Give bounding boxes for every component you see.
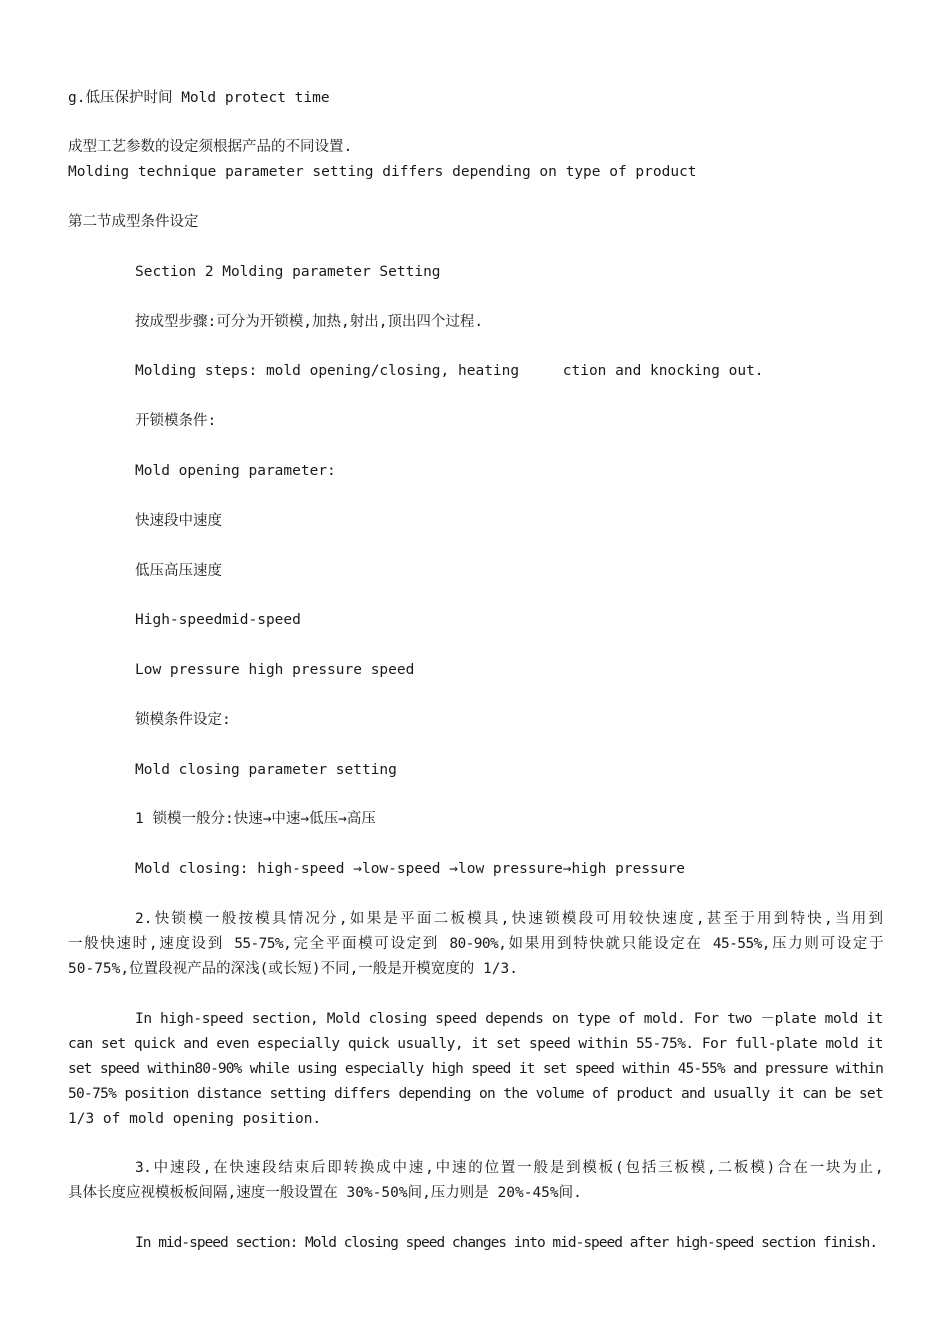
paragraph-line: can set quick and even especially quick usually, it set speed within 55-75%. For full-plate mold it bbox=[68, 1036, 883, 1052]
paragraph-line: 一般快速时,速度设到 55-75%,完全平面模可设定到 80-90%,如果用到特快就只能设定在 45-55%,压力则可设定于 bbox=[68, 936, 883, 952]
paragraph-mid-speed-cn bbox=[68, 1156, 883, 1206]
paragraph-line: 具体长度应视模板板间隔,速度一般设置在 30%-50%间,压力则是 20%-45%间. bbox=[68, 1185, 582, 1201]
speed-label-cn-2: 低压高压速度 bbox=[135, 563, 222, 579]
paragraph-line: 2.快锁模一般按模具情况分,如果是平面二板模具,快速锁模段可用较快速度,甚至于用到特快,当用到 bbox=[135, 911, 883, 927]
section-heading-en: Section 2 Molding parameter Setting bbox=[135, 264, 441, 280]
paragraph-line: set speed within80-90% while using especially high speed it set speed within 45-55% and pressure within bbox=[68, 1061, 883, 1077]
paragraph-high-speed-cn bbox=[68, 907, 883, 982]
paragraph-line: 50-75% position distance setting differs depending on the volume of product and usually it can be set bbox=[68, 1086, 883, 1102]
paragraph-line: 1/3 of mold opening position. bbox=[68, 1111, 322, 1127]
mold-opening-en: Mold opening parameter: bbox=[135, 463, 336, 479]
paragraph-line: 50-75%,位置段视产品的深浅(或长短)不同,一般是开模宽度的 1/3. bbox=[68, 961, 518, 977]
paragraph-mid-speed-en bbox=[68, 1231, 883, 1256]
line-mold-protect-time: g.低压保护时间 Mold protect time bbox=[68, 90, 330, 106]
mold-opening-cn: 开锁模条件: bbox=[135, 413, 217, 429]
mold-closing-setting-cn: 锁模条件设定: bbox=[135, 712, 231, 728]
speed-label-en-2: Low pressure high pressure speed bbox=[135, 662, 415, 678]
line-parameter-note-cn: 成型工艺参数的设定须根据产品的不同设置. bbox=[68, 139, 353, 155]
molding-steps-cn: 按成型步骤:可分为开锁模,加热,射出,顶出四个过程. bbox=[135, 314, 484, 330]
section-heading-cn: 第二节成型条件设定 bbox=[68, 214, 199, 230]
line-parameter-note-en: Molding technique parameter setting differs depending on type of product bbox=[68, 164, 697, 180]
paragraph-line: 3.中速段,在快速段结束后即转换成中速,中速的位置一般是到模板(包括三板模,二板模)合在一块为止, bbox=[135, 1160, 883, 1176]
paragraph-line: In high-speed section, Mold closing speed depends on type of mold. For two －plate mold it bbox=[135, 1011, 883, 1027]
speed-label-en-1: High-speedmid-speed bbox=[135, 612, 301, 628]
mold-closing-steps-cn: 1 锁模一般分:快速→中速→低压→高压 bbox=[135, 811, 376, 827]
mold-closing-steps-en: Mold closing: high-speed →low-speed →low pressure→high pressure bbox=[135, 861, 685, 877]
mold-closing-setting-en: Mold closing parameter setting bbox=[135, 762, 397, 778]
molding-steps-en: Molding steps: mold opening/closing, heating ction and knocking out. bbox=[135, 363, 764, 379]
paragraph-line: In mid-speed section: Mold closing speed changes into mid-speed after high-speed section finish. bbox=[135, 1235, 878, 1251]
speed-label-cn-1: 快速段中速度 bbox=[135, 513, 222, 529]
paragraph-high-speed-en bbox=[68, 1007, 883, 1132]
